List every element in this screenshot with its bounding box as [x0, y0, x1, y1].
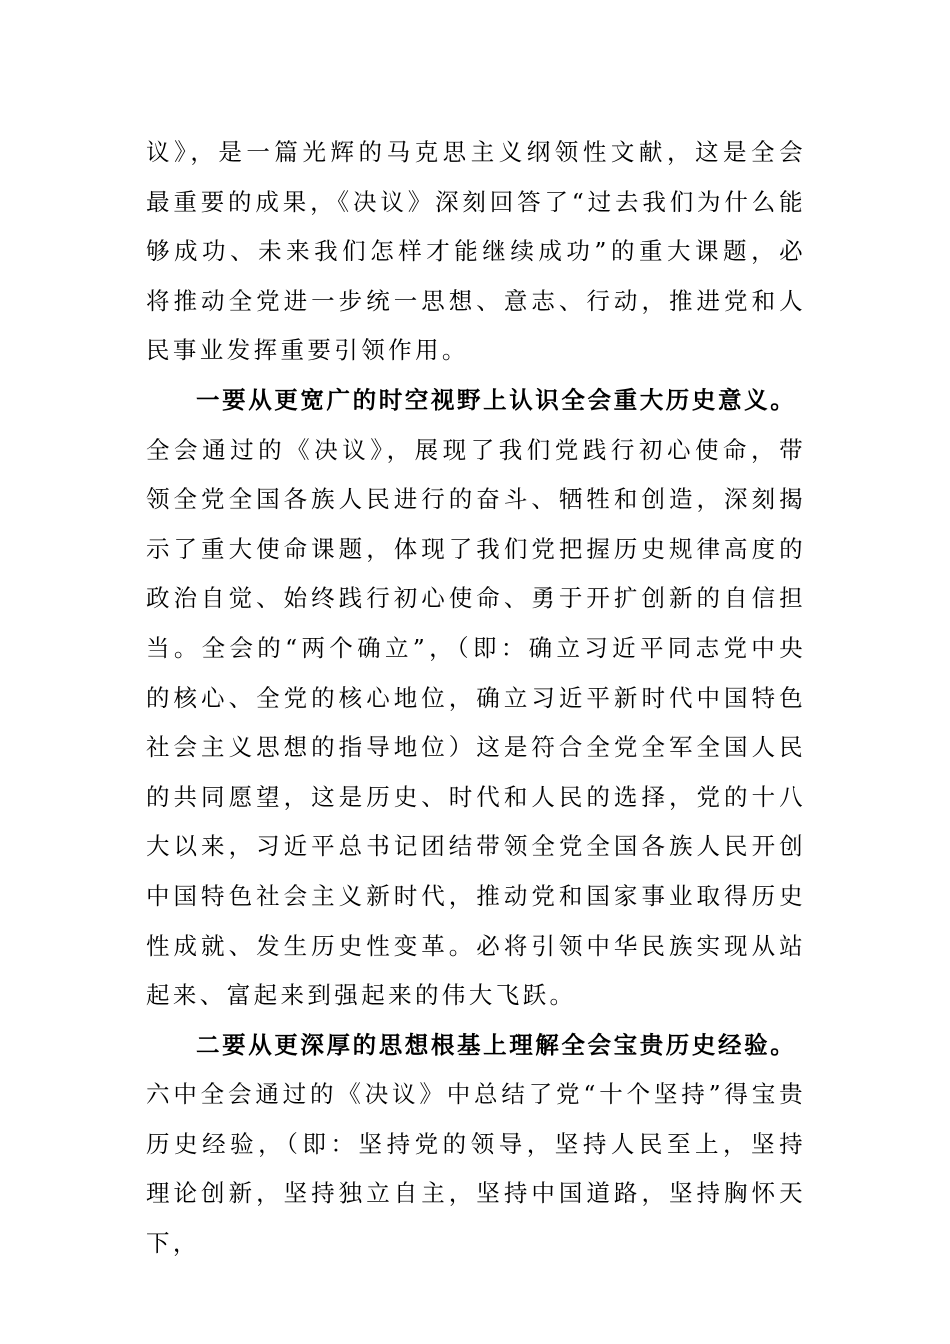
section-heading-1: 一要从更宽广的时空视野上认识全会重大历史意义。 — [196, 385, 797, 414]
paragraph-text: 六中全会通过的《决议》中总结了党“十个坚持”得宝贵历史经验，（即：坚持党的领导，坚持人民至上，坚持理论创新，坚持独立自主，坚持中国道路，坚持胸怀天下， — [146, 1080, 806, 1258]
paragraph-historical-experience — [146, 1021, 806, 1269]
paragraph-text: 议》，是一篇光辉的马克思主义纲领性文献，这是全会最重要的成果，《决议》深刻回答了“过去我们为什么能够成功、未来我们怎样才能继续成功”的重大课题，必将推动全党进一步统一思想、意志、行动，推进党和人民事业发挥重要引领作用。 — [146, 138, 806, 365]
section-heading-2: 二要从更深厚的思想根基上理解全会宝贵历史经验。 — [196, 1030, 797, 1059]
paragraph-historical-significance — [146, 376, 806, 1021]
document-page — [146, 128, 806, 1269]
paragraph-text: 全会通过的《决议》，展现了我们党践行初心使命，带领全党全国各族人民进行的奋斗、牺牲和创造，深刻揭示了重大使命课题，体现了我们党把握历史规律高度的政治自觉、始终践行初心使命、勇于开扩创新的自信担当。全会的“两个确立”，（即：确立习近平同志党中央的核心、全党的核心地位，确立习近平新时代中国特色社会主义思想的指导地位）这是符合全党全军全国人民的共同愿望，这是历史、时代和人民的选择，党的十八大以来，习近平总书记团结带领全党全国各族人民开创中国特色社会主义新时代，推动党和国家事业取得历史性成就、发生历史性变革。必将引领中华民族实现从站起来、富起来到强起来的伟大飞跃。 — [146, 435, 806, 1010]
paragraph-intro-continuation — [146, 128, 806, 376]
